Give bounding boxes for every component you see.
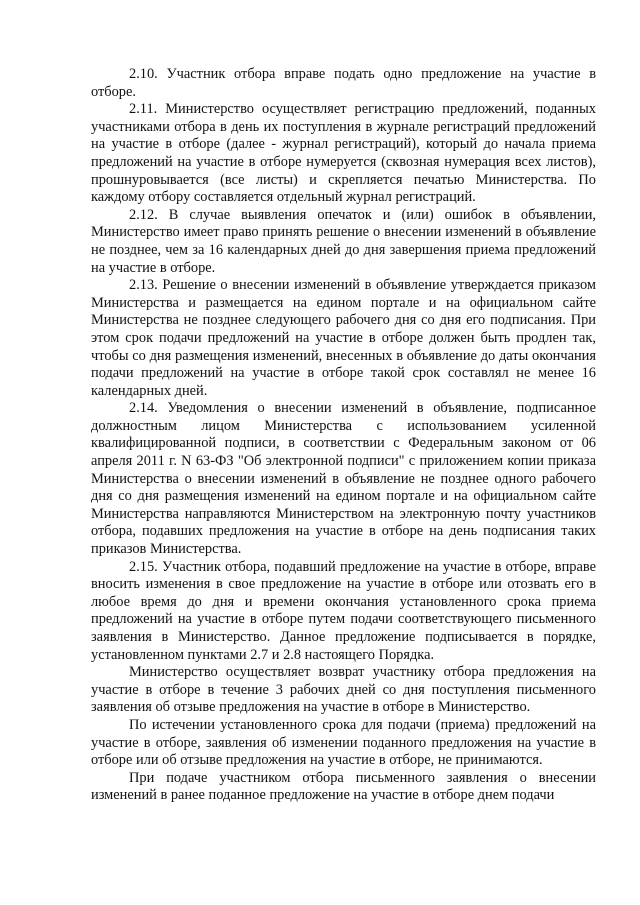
paragraph-2-10: 2.10. Участник отбора вправе подать одно предложение на участие в отборе. bbox=[91, 66, 596, 100]
paragraph-written-application: При подаче участником отбора письменного заявления о внесении изменений в ранее поданное предложение на участие в отборе днем подачи bbox=[91, 769, 596, 804]
paragraph-deadline-expiry: По истечении установленного срока для подачи (приема) предложений на участие в отборе, заявления об изменении поданного предложения на участие в отборе или об отзыве предложения на участие в отборе, не принимаются. bbox=[91, 716, 596, 769]
paragraph-2-15: 2.15. Участник отбора, подавший предложение на участие в отборе, вправе вносить изменения в свое предложение на участие в отборе или отозвать его в любое время до дня и времени окончания установленного срока приема предложений на участие в отборе путем подачи соответствующего письменного заявления в Министерство. Данное предложение подписывается в порядке, установленном пунктами 2.7 и 2.8 настоящего Порядка. bbox=[91, 558, 596, 663]
document-page bbox=[91, 66, 596, 805]
paragraph-return-proposal: Министерство осуществляет возврат участнику отбора предложения на участие в отборе в течение 3 рабочих дней со дня поступления письменного заявления об отзыве предложения на участие в отборе в Министерство. bbox=[91, 664, 596, 716]
paragraph-2-14: 2.14. Уведомления о внесении изменений в объявление, подписанное должностным лицом Министерства с использованием усиленной квалифицированной подписи, в соответствии с Федеральным законом от 06 апреля 2011 г. N 63-ФЗ "Об электронной подписи" с приложением копии приказа Министерства о внесении изменений в объявление не позднее одного рабочего дня со дня размещения изменений на едином портале и на официальном сайте Министерства направляются Министерством на электронную почту участников отбора, подавших предложения на участие в отборе на день подписания таких приказов Министерства. bbox=[91, 400, 596, 558]
paragraph-2-13: 2.13. Решение о внесении изменений в объявление утверждается приказом Министерства и размещается на едином портале и на официальном сайте Министерства не позднее следующего рабочего дня со дня его подписания. При этом срок подачи предложений на участие в отборе должен быть продлен так, чтобы со дня размещения изменений, внесенных в объявление до даты окончания подачи предложений на участие в отборе такой срок составлял не менее 16 календарных дней. bbox=[91, 277, 596, 399]
paragraph-2-12: 2.12. В случае выявления опечаток и (или) ошибок в объявлении, Министерство имеет право принять решение о внесении изменений в объявление не позднее, чем за 16 календарных дней до дня завершения приема предложений на участие в отборе. bbox=[91, 206, 596, 276]
paragraph-2-11: 2.11. Министерство осуществляет регистрацию предложений, поданных участниками отбора в день их поступления в журнале регистраций предложений на участие в отборе (далее - журнал регистраций), который до начала приема предложений на участие в отборе нумеруется (сквозная нумерация всех листов), прошнуровывается (все листы) и скрепляется печатью Министерства. По каждому отбору составляется отдельный журнал регистраций. bbox=[91, 101, 596, 206]
